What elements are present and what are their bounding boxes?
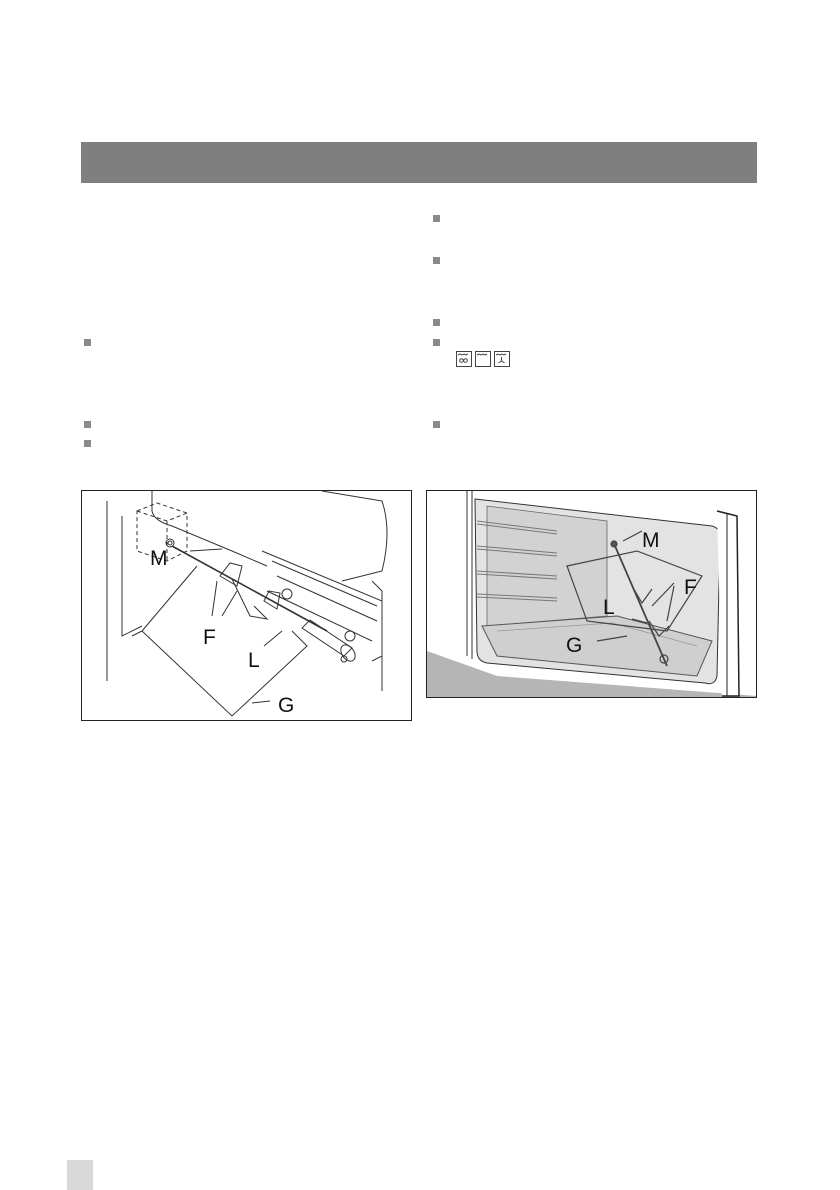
- oven-grill-rotisserie-icon: [494, 351, 510, 367]
- list-bullet: [433, 257, 440, 264]
- callout-l: L: [248, 649, 260, 672]
- oven-interior-figure: [426, 490, 757, 698]
- list-bullet: [433, 339, 440, 346]
- list-bullet: [433, 319, 440, 326]
- list-bullet: [433, 421, 440, 428]
- list-bullet: [433, 215, 440, 222]
- oven-top-grill-icon: [475, 351, 491, 367]
- rotisserie-insertion-illustration: [82, 491, 412, 721]
- callout-l: L: [603, 596, 615, 619]
- list-bullet: [84, 339, 91, 346]
- oven-fan-grill-icon: [456, 351, 472, 367]
- callout-g: G: [566, 634, 583, 657]
- callout-m: M: [150, 547, 168, 570]
- section-header-bar: [81, 142, 757, 183]
- oven-interior-illustration: [427, 491, 757, 698]
- callout-f: F: [203, 626, 216, 649]
- list-bullet: [84, 440, 91, 447]
- list-bullet: [84, 421, 91, 428]
- callout-g: G: [278, 694, 295, 717]
- oven-mode-icons: [456, 351, 510, 369]
- rotisserie-insertion-figure: [81, 490, 412, 721]
- callout-m: M: [642, 529, 660, 552]
- callout-f: F: [684, 576, 697, 599]
- page-number-tab: [67, 1160, 93, 1190]
